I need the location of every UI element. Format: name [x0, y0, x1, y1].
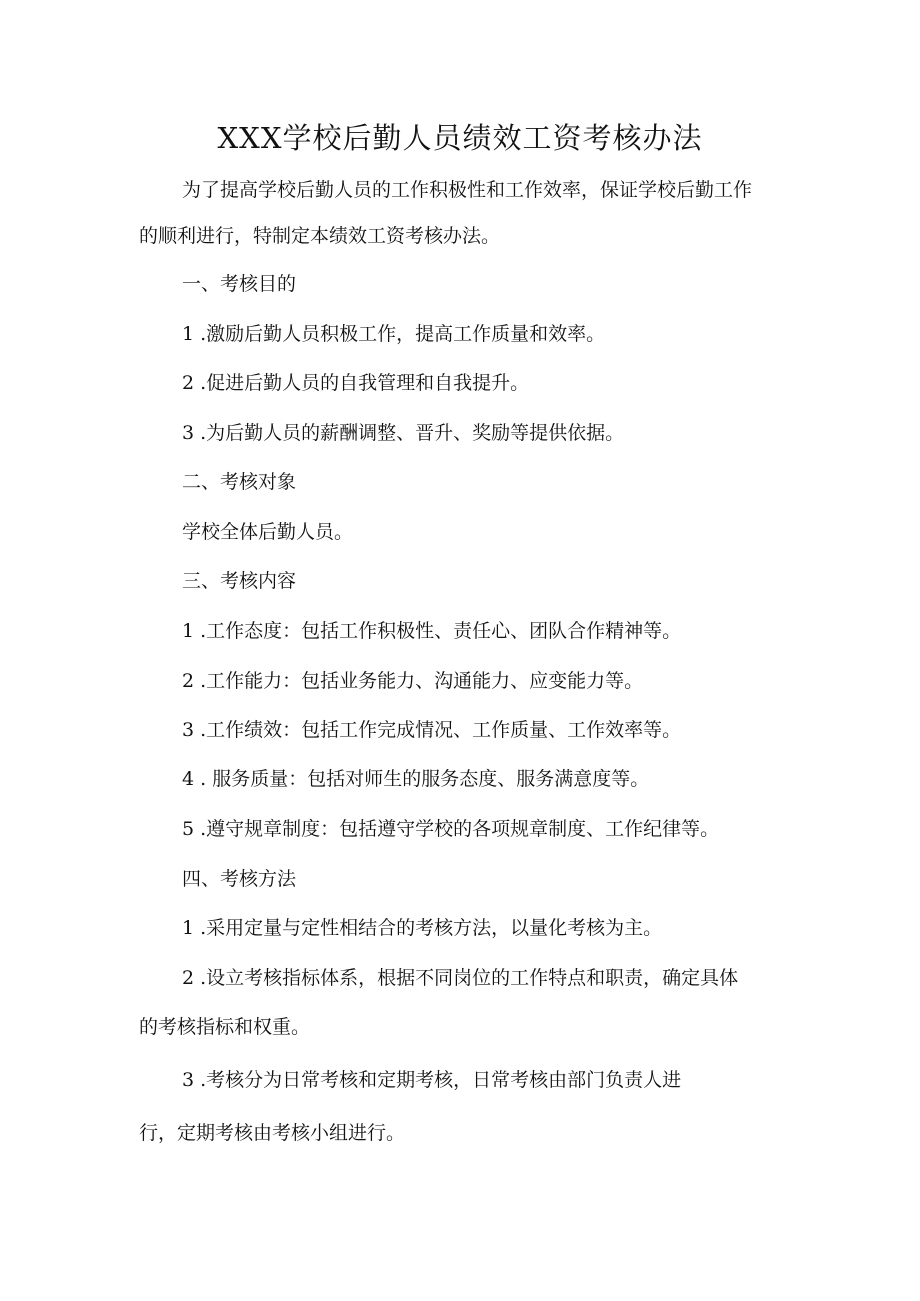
purpose-item-1: 1 .激励后勤人员积极工作，提高工作质量和效率。: [182, 323, 606, 345]
target-text: 学校全体后勤人员。: [182, 521, 354, 543]
section-heading-target: 二、考核对象: [182, 471, 297, 493]
method-item-3-line-1: 3 .考核分为日常考核和定期考核，日常考核由部门负责人进: [182, 1069, 682, 1091]
method-item-3-line-2: 行，定期考核由考核小组进行。: [139, 1122, 406, 1144]
intro-line-2: 的顺利进行，特制定本绩效工资考核办法。: [139, 225, 501, 247]
purpose-item-3: 3 .为后勤人员的薪酬调整、晋升、奖励等提供依据。: [182, 422, 625, 444]
content-item-3: 3 .工作绩效：包括工作完成情况、工作质量、工作效率等。: [182, 719, 682, 741]
content-item-4: 4 . 服务质量：包括对师生的服务态度、服务满意度等。: [182, 768, 650, 790]
method-item-1: 1 .采用定量与定性相结合的考核方法，以量化考核为主。: [182, 917, 663, 939]
content-item-1: 1 .工作态度：包括工作积极性、责任心、团队合作精神等。: [182, 620, 682, 642]
content-item-5: 5 .遵守规章制度：包括遵守学校的各项规章制度、工作纪律等。: [182, 818, 720, 840]
method-item-2-line-2: 的考核指标和权重。: [139, 1016, 311, 1038]
section-heading-content: 三、考核内容: [182, 570, 297, 592]
method-item-2-line-1: 2 .设立考核指标体系，根据不同岗位的工作特点和职责，确定具体: [182, 967, 739, 989]
purpose-item-2: 2 .促进后勤人员的自我管理和自我提升。: [182, 372, 530, 394]
document-title: XXX学校后勤人员绩效工资考核办法: [217, 121, 703, 155]
section-heading-purpose: 一、考核目的: [182, 273, 297, 295]
content-item-2: 2 .工作能力：包括业务能力、沟通能力、应变能力等。: [182, 670, 644, 692]
section-heading-method: 四、考核方法: [182, 868, 297, 890]
intro-line-1: 为了提高学校后勤人员的工作积极性和工作效率，保证学校后勤工作: [182, 179, 753, 201]
